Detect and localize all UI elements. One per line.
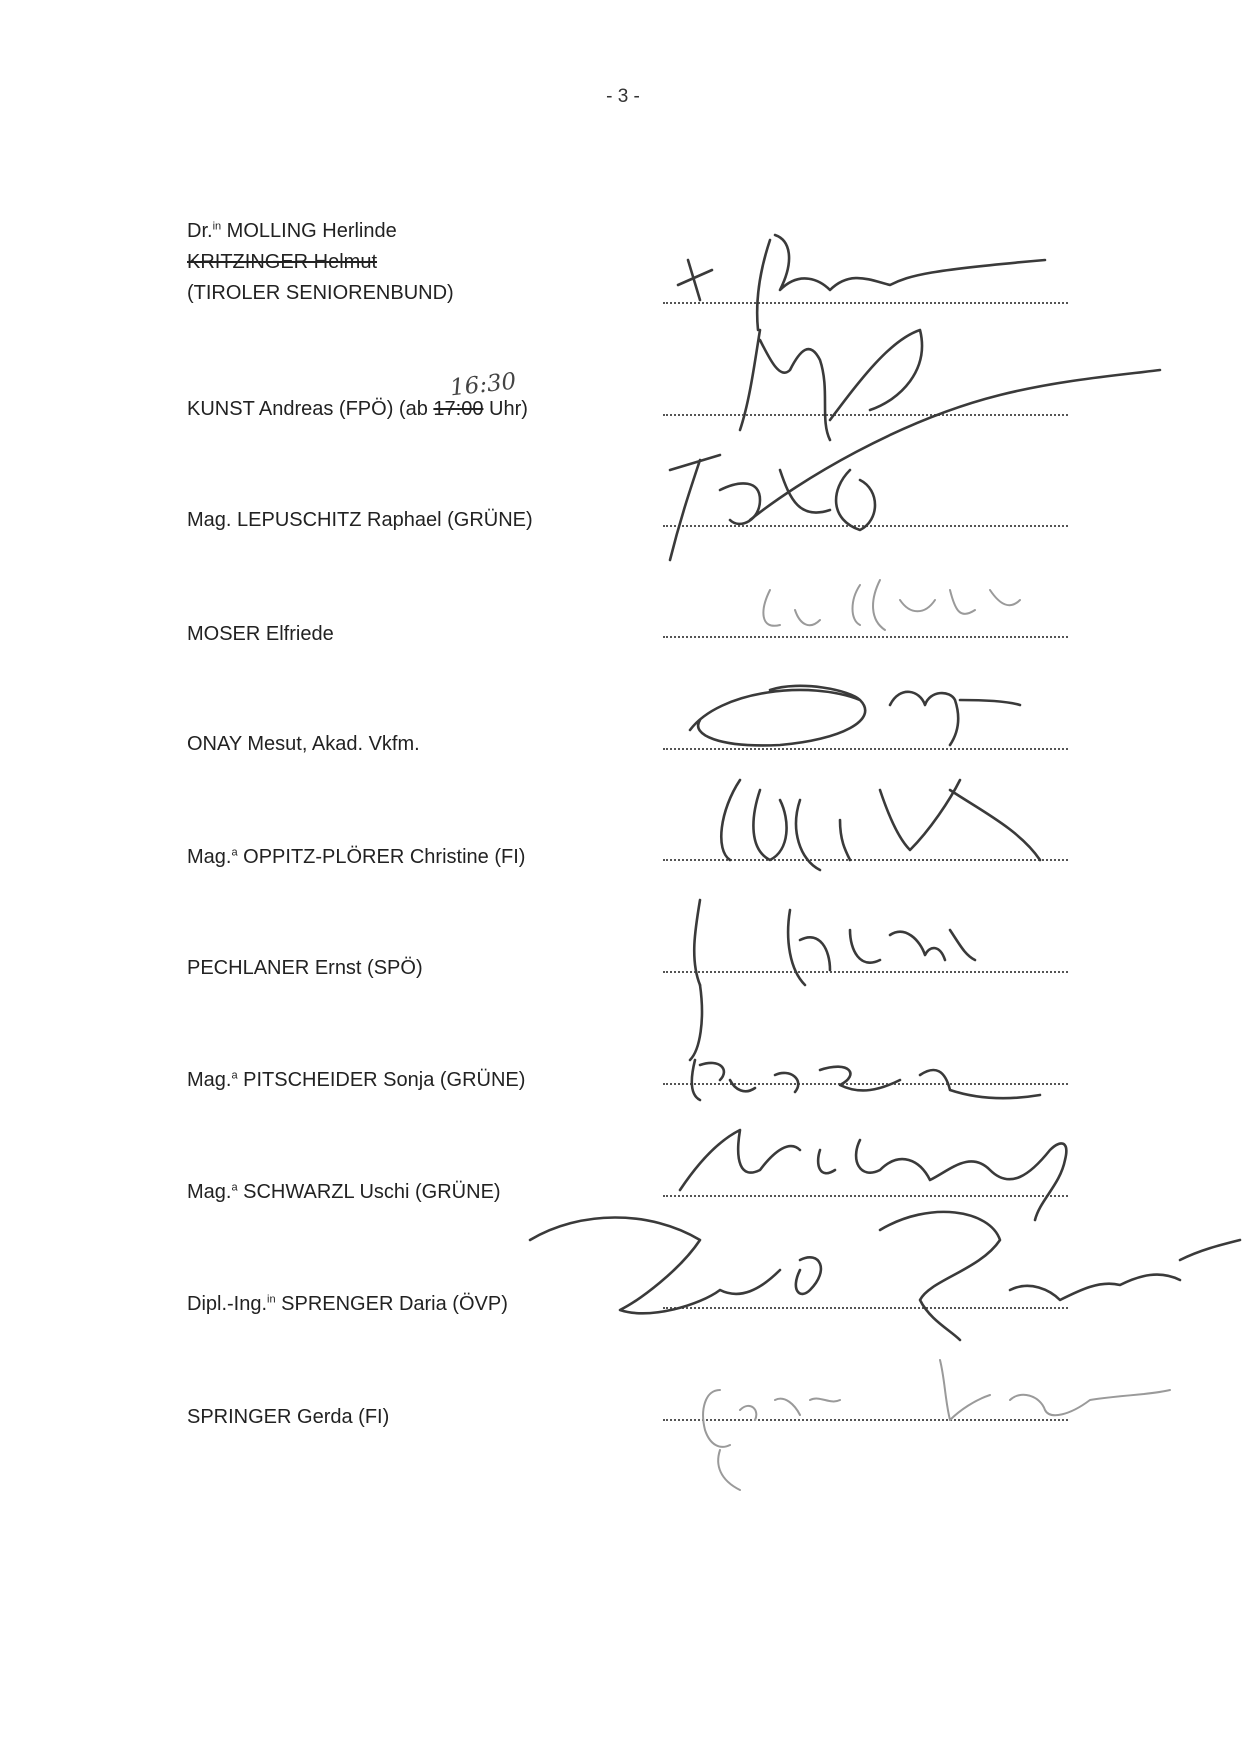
struck-name-kritzinger: KRITZINGER Helmut — [187, 251, 378, 273]
signatory-pitscheider — [187, 1065, 525, 1096]
signature-line-onay — [663, 748, 1068, 750]
signature-springer — [703, 1360, 1170, 1490]
name-pitscheider: PITSCHEIDER Sonja (GRÜNE) — [237, 1069, 526, 1091]
name-molling: MOLLING Herlinde — [221, 220, 397, 242]
page-number: - 3 - — [606, 86, 640, 107]
handwritten-time-note: 16:30 — [448, 368, 518, 402]
signature-line-kunst — [663, 414, 1068, 416]
signature-line-moser — [663, 636, 1068, 638]
signatory-pechlaner: PECHLANER Ernst (SPÖ) — [187, 957, 423, 979]
name-schwarzl: SCHWARZL Uschi (GRÜNE) — [237, 1181, 501, 1203]
name-sprenger: SPRENGER Daria (ÖVP) — [275, 1293, 508, 1315]
signature-line-springer — [663, 1419, 1068, 1421]
signatory-oppitz-ploerer — [187, 842, 525, 873]
signatory-onay: ONAY Mesut, Akad. Vkfm. — [187, 733, 420, 755]
signature-pitscheider — [692, 1060, 1040, 1100]
signature-onay — [690, 686, 1020, 746]
signature-line-pitscheider — [663, 1083, 1068, 1085]
signature-molling — [678, 235, 1045, 330]
title-mag: Mag. — [187, 846, 232, 868]
signature-line-pechlaner — [663, 971, 1068, 973]
signatory-kunst — [187, 394, 528, 425]
signatory-schwarzl — [187, 1177, 501, 1208]
title-suffix: in — [267, 1293, 276, 1306]
struck-time: 17:00 — [433, 398, 484, 420]
signature-line-schwarzl — [663, 1195, 1068, 1197]
title-suffix: a — [231, 1069, 238, 1082]
signature-pechlaner — [690, 900, 975, 1060]
signatory-lepuschitz: Mag. LEPUSCHITZ Raphael (GRÜNE) — [187, 509, 533, 531]
signature-line-oppitz-ploerer — [663, 859, 1068, 861]
name-kunst-suffix: Uhr) — [483, 398, 528, 420]
signature-schwarzl — [680, 1130, 1066, 1220]
title-suffix: in — [212, 220, 222, 233]
title-dr: Dr. — [187, 220, 213, 242]
signatory-sprenger — [187, 1289, 508, 1320]
title-suffix: a — [231, 846, 238, 859]
party-tiroler-seniorenbund: (TIROLER SENIORENBUND) — [187, 282, 454, 304]
signature-lepuschitz — [670, 455, 875, 560]
signature-line-molling — [663, 302, 1068, 304]
signature-kunst — [740, 330, 1160, 520]
signature-line-sprenger — [663, 1307, 1068, 1309]
signature-moser — [763, 580, 1020, 630]
signatory-springer: SPRINGER Gerda (FI) — [187, 1406, 390, 1428]
title-suffix: a — [231, 1181, 238, 1194]
name-oppitz-ploerer: OPPITZ-PLÖRER Christine (FI) — [237, 846, 526, 868]
title-dipl-ing: Dipl.-Ing. — [187, 1293, 268, 1315]
name-kunst: KUNST Andreas (FPÖ) (ab — [187, 398, 434, 420]
signatory-molling — [187, 216, 454, 309]
title-mag: Mag. — [187, 1181, 232, 1203]
title-mag: Mag. — [187, 1069, 232, 1091]
signature-line-lepuschitz — [663, 525, 1068, 527]
signatory-moser: MOSER Elfriede — [187, 623, 334, 645]
signature-sprenger — [530, 1212, 1240, 1340]
signature-oppitz-ploerer — [721, 780, 1040, 870]
